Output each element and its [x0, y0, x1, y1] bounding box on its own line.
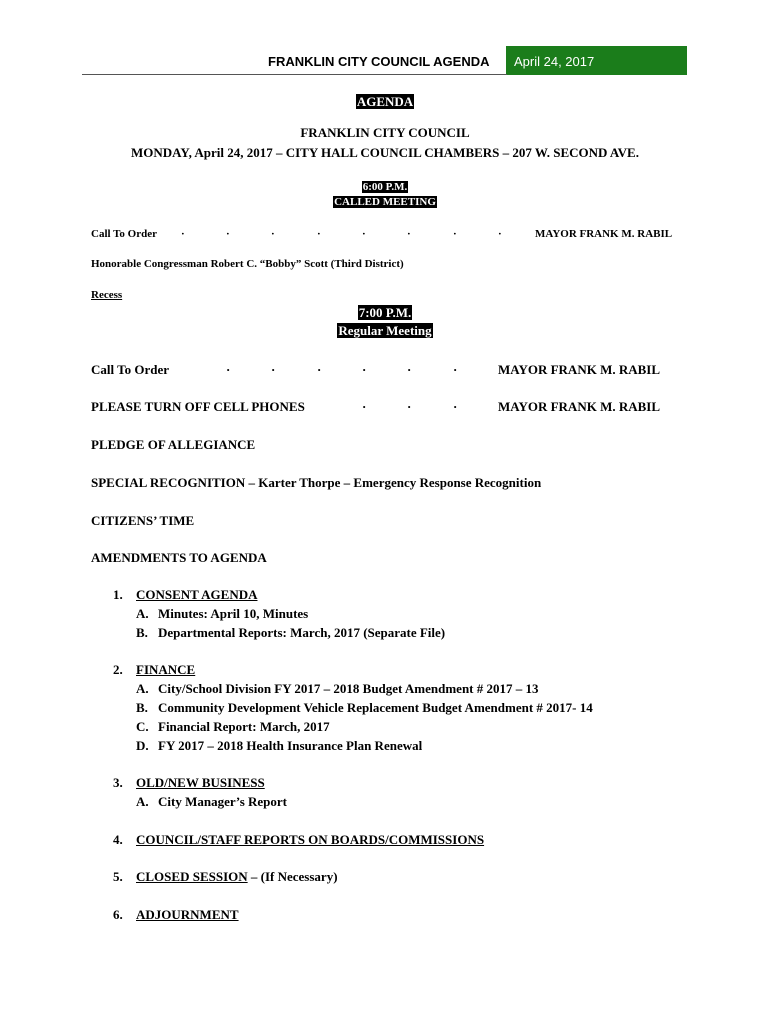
finance-title: FINANCE: [136, 662, 196, 677]
sub-item-letter: D.: [136, 738, 149, 753]
agenda-item-number: 6.: [113, 907, 123, 922]
closed-session-note: – (If Necessary): [247, 869, 338, 884]
leader-dot: ·: [453, 362, 458, 377]
regular-call-to-order: Call To Order: [91, 362, 170, 377]
special-recognition: SPECIAL RECOGNITION – Karter Thorpe – Emergency Response Recognition: [91, 475, 542, 490]
leader-dot: ·: [362, 362, 367, 377]
sub-item-letter: B.: [136, 700, 148, 715]
agenda-item-title: [136, 907, 239, 923]
leader-dot: ·: [453, 399, 458, 414]
leader-dot: ·: [271, 362, 276, 377]
agenda-item-title: [136, 662, 195, 678]
sub-item-text: Departmental Reports: March, 2017 (Separate File): [158, 625, 446, 640]
sub-item-letter: C.: [136, 719, 149, 734]
sub-item-text: Minutes: April 10, Minutes: [158, 606, 309, 621]
called-time-wrap: [0, 181, 770, 193]
leader-dot: ·: [317, 228, 321, 240]
agenda-item-title: [136, 869, 338, 885]
header-date-box: [506, 46, 687, 75]
closed-session-title: CLOSED SESSION: [136, 869, 248, 884]
leader-dot: ·: [407, 399, 412, 414]
regular-meeting-time: 7:00 P.M.: [358, 305, 412, 320]
leader-dot: ·: [317, 362, 322, 377]
meeting-line: MONDAY, April 24, 2017 – CITY HALL COUNCIL CHAMBERS – 207 W. SECOND AVE.: [131, 145, 639, 160]
regular-meeting-label: Regular Meeting: [338, 323, 432, 338]
sub-item-letter: A.: [136, 794, 149, 809]
council-name: FRANKLIN CITY COUNCIL: [300, 125, 470, 140]
sub-item-letter: A.: [136, 681, 149, 696]
recess-label: Recess: [91, 289, 123, 301]
leader-dot: ·: [407, 228, 411, 240]
leader-dot: ·: [226, 362, 231, 377]
leader-dot: ·: [453, 228, 457, 240]
agenda-item-number: 3.: [113, 775, 123, 790]
amendments-to-agenda: AMENDMENTS TO AGENDA: [91, 550, 267, 565]
called-call-to-order: Call To Order: [91, 228, 158, 240]
agenda-heading: AGENDA: [356, 94, 414, 109]
pledge-of-allegiance: PLEDGE OF ALLEGIANCE: [91, 437, 256, 452]
phones-presider: MAYOR FRANK M. RABIL: [498, 399, 661, 414]
congressman-line: Honorable Congressman Robert C. “Bobby” Scott (Third District): [91, 258, 404, 270]
adjournment-title: ADJOURNMENT: [136, 907, 239, 922]
regular-time-wrap: [0, 305, 770, 321]
leader-dot: ·: [362, 399, 367, 414]
called-meeting-label: CALLED MEETING: [334, 196, 436, 208]
sub-item-text: City/School Division FY 2017 – 2018 Budget Amendment # 2017 – 13: [158, 681, 539, 696]
regular-call-presider: MAYOR FRANK M. RABIL: [498, 362, 661, 377]
citizens-time: CITIZENS’ TIME: [91, 513, 195, 528]
sub-item-letter: B.: [136, 625, 148, 640]
called-presider: MAYOR FRANK M. RABIL: [535, 228, 673, 240]
consent-agenda-title: CONSENT AGENDA: [136, 587, 258, 602]
council-staff-reports-title: COUNCIL/STAFF REPORTS ON BOARDS/COMMISSIONS: [136, 832, 485, 847]
leader-dot: ·: [362, 228, 366, 240]
agenda-item-title: [136, 832, 484, 848]
leader-dot: ·: [498, 228, 502, 240]
sub-item-text: Community Development Vehicle Replacement Budget Amendment # 2017- 14: [158, 700, 593, 715]
sub-item-text: FY 2017 – 2018 Health Insurance Plan Renewal: [158, 738, 423, 753]
old-new-business-title: OLD/NEW BUSINESS: [136, 775, 265, 790]
leader-dot: ·: [181, 228, 185, 240]
agenda-item-number: 1.: [113, 587, 123, 602]
leader-dot: ·: [271, 228, 275, 240]
leader-dot: ·: [407, 362, 412, 377]
header-date: April 24, 2017: [514, 54, 595, 69]
document-header-title: FRANKLIN CITY COUNCIL AGENDA: [268, 54, 490, 69]
sub-item-text: Financial Report: March, 2017: [158, 719, 330, 734]
regular-label-wrap: [0, 323, 770, 339]
agenda-item-number: 2.: [113, 662, 123, 677]
sub-item-text: City Manager’s Report: [158, 794, 287, 809]
leader-dot: ·: [226, 228, 230, 240]
agenda-item-number: 4.: [113, 832, 123, 847]
called-meeting-time: 6:00 P.M.: [362, 181, 408, 193]
cell-phones-notice: PLEASE TURN OFF CELL PHONES: [91, 399, 305, 414]
called-label-wrap: [0, 196, 770, 208]
agenda-heading-wrap: [0, 94, 770, 110]
agenda-item-title: [136, 587, 257, 603]
agenda-item-number: 5.: [113, 869, 123, 884]
header-rule: [82, 74, 507, 75]
agenda-item-title: [136, 775, 265, 791]
sub-item-letter: A.: [136, 606, 149, 621]
